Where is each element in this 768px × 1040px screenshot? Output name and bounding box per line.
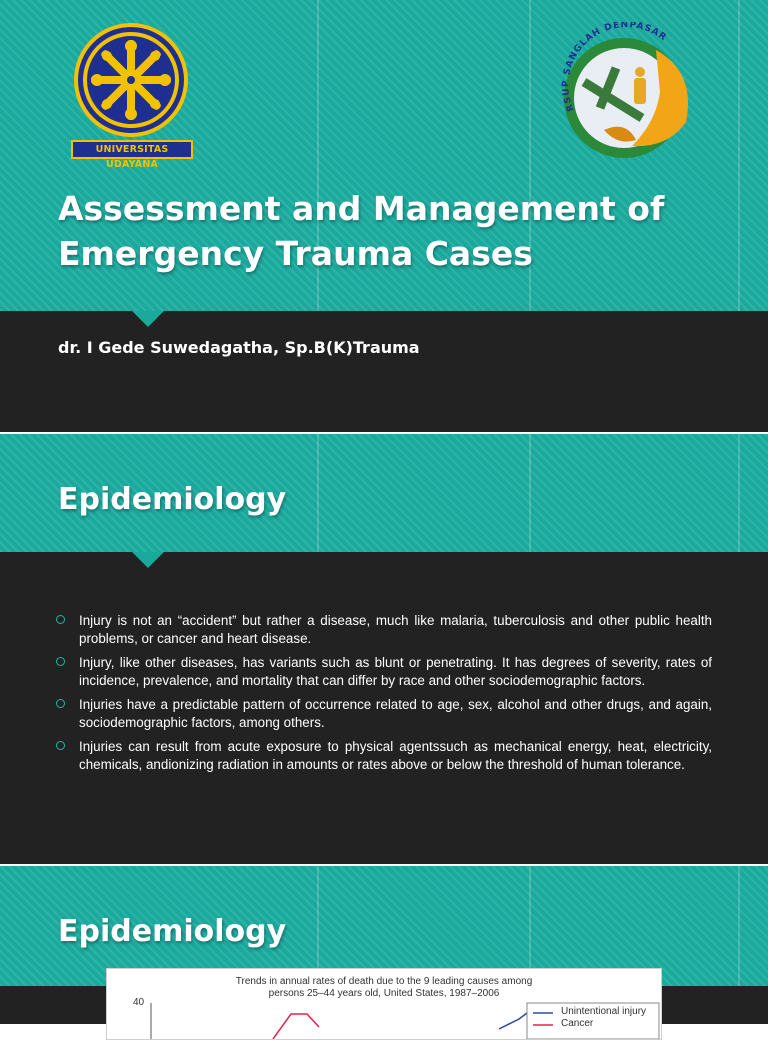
udayana-logo	[71, 22, 193, 170]
chart-caption-line-2: persons 25–44 years old, United States, 1987–2006	[268, 988, 500, 999]
bullet-item: Injury is not an “accident” but rather a disease, much like malaria, tuberculosis and other public health problems, or cancer and heart disease.	[56, 612, 712, 647]
chart-caption-line-1: Trends in annual rates of death due to the 9 leading causes among	[235, 976, 533, 987]
sanglah-emblem-icon	[556, 22, 706, 162]
title-slide-header	[0, 0, 768, 311]
bullet-item: Injuries can result from acute exposure to physical agentssuch as mechanical energy, heat, electricity, chemicals, andionizing radiation in amounts or rates above or below the threshold of human tolerance.	[56, 738, 712, 773]
bullet-circle-icon	[56, 615, 65, 624]
sanglah-logo	[556, 22, 706, 162]
epidemiology-chart-title: Epidemiology	[58, 914, 287, 949]
title-slide-notch	[131, 311, 165, 327]
y-axis-tick-label: 40	[133, 997, 145, 1008]
epidemiology-bullet-list	[56, 612, 712, 780]
bullet-circle-icon	[56, 741, 65, 750]
epidemiology-slide-notch	[131, 552, 165, 568]
epidemiology-slide-header	[0, 434, 768, 552]
bullet-item: Injuries have a predictable pattern of occurrence related to age, sex, alcohol and other drugs, and again, sociodemographic factors, among others.	[56, 696, 712, 731]
sanglah-arc-text: RSUP SANGLAH DENPASAR	[561, 22, 669, 113]
bullet-item: Injury, like other diseases, has variants such as blunt or penetrating. It has degrees of severity, rates of incidence, prevalence, and mortality that can differ by race and other sociodemographic factors.	[56, 654, 712, 689]
legend-label-2: Cancer	[561, 1018, 594, 1029]
bullet-circle-icon	[56, 657, 65, 666]
bullet-circle-icon	[56, 699, 65, 708]
author-name: dr. I Gede Suwedagatha, Sp.B(K)Trauma	[58, 338, 420, 357]
udayana-banner: UNIVERSITAS UDAYANA	[71, 140, 193, 159]
presentation-title	[58, 186, 664, 276]
title-line-2: Emergency Trauma Cases	[58, 234, 533, 273]
legend-label-1: Unintentional injury	[561, 1006, 647, 1017]
title-line-1: Assessment and Management of	[58, 189, 665, 228]
udayana-emblem-icon	[71, 22, 193, 140]
epidemiology-title: Epidemiology	[58, 482, 287, 517]
series-line-blue	[499, 1013, 527, 1029]
mortality-trend-chart	[106, 968, 662, 1040]
series-line-red	[273, 1014, 319, 1039]
title-slide-footer	[0, 311, 768, 432]
